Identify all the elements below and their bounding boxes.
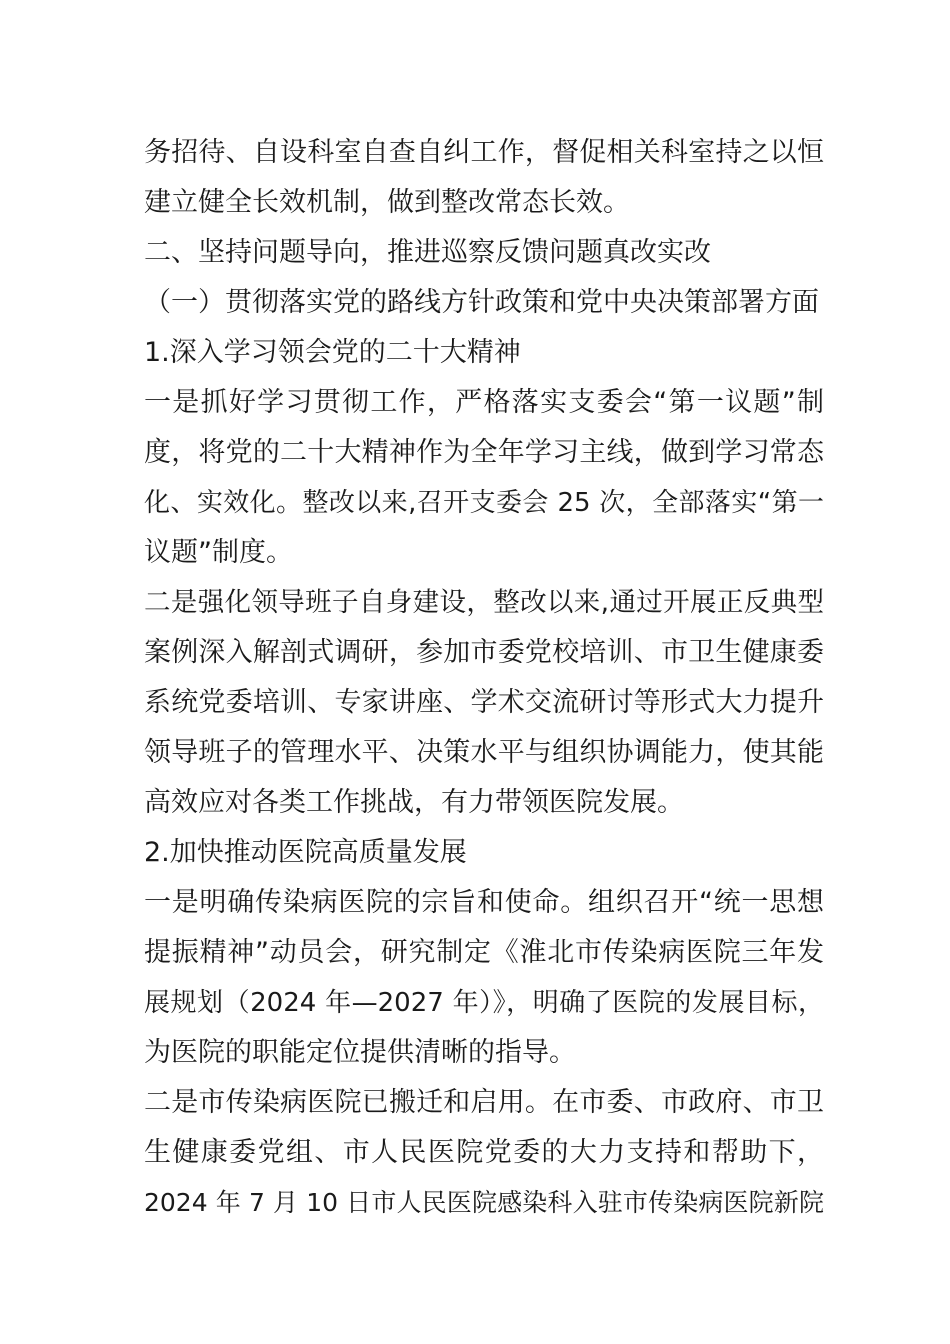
text-line: 高效应对各类工作挑战，有力带领医院发展。 xyxy=(144,787,684,818)
section-heading: 二、坚持问题导向，推进巡察反馈问题真改实改 xyxy=(144,237,711,268)
subsection-heading: （一）贯彻落实党的路线方针政策和党中央决策部署方面 xyxy=(144,287,819,318)
text-line: 建立健全长效机制，做到整改常态长效。 xyxy=(144,187,630,218)
text-line: 生健康委党组、市人民医院党委的大力支持和帮助下， xyxy=(144,1137,824,1168)
text-line: 提振精神”动员会，研究制定《淮北市传染病医院三年发 xyxy=(144,937,824,968)
text-line: 领导班子的管理水平、决策水平与组织协调能力，使其能 xyxy=(144,737,824,768)
text-line: 议题”制度。 xyxy=(144,537,293,568)
item-heading: 2.加快推动医院高质量发展 xyxy=(144,837,467,868)
document-body xyxy=(144,128,824,1228)
text-line: 2024 年 7 月 10 日市人民医院感染科入驻市传染病医院新院 xyxy=(144,1188,824,1217)
item-heading: 1.深入学习领会党的二十大精神 xyxy=(144,337,521,368)
text-line: 二是市传染病医院已搬迁和启用。在市委、市政府、市卫 xyxy=(144,1087,824,1118)
text-line: 二是强化领导班子自身建设，整改以来,通过开展正反典型 xyxy=(144,587,824,618)
text-line: 展规划（2024 年—2027 年）》，明确了医院的发展目标， xyxy=(144,988,824,1018)
text-line: 案例深入解剖式调研，参加市委党校培训、市卫生健康委 xyxy=(144,637,824,668)
text-line: 度，将党的二十大精神作为全年学习主线，做到学习常态 xyxy=(144,437,824,468)
text-line: 务招待、自设科室自查自纠工作，督促相关科室持之以恒 xyxy=(144,137,824,168)
text-line: 为医院的职能定位提供清晰的指导。 xyxy=(144,1037,576,1068)
text-line: 系统党委培训、专家讲座、学术交流研讨等形式大力提升 xyxy=(144,687,824,718)
text-line: 一是明确传染病医院的宗旨和使命。组织召开“统一思想 xyxy=(144,887,824,918)
text-line: 化、实效化。整改以来,召开支委会 25 次，全部落实“第一 xyxy=(144,488,824,518)
text-line: 一是抓好学习贯彻工作，严格落实支委会“第一议题”制 xyxy=(144,387,824,418)
